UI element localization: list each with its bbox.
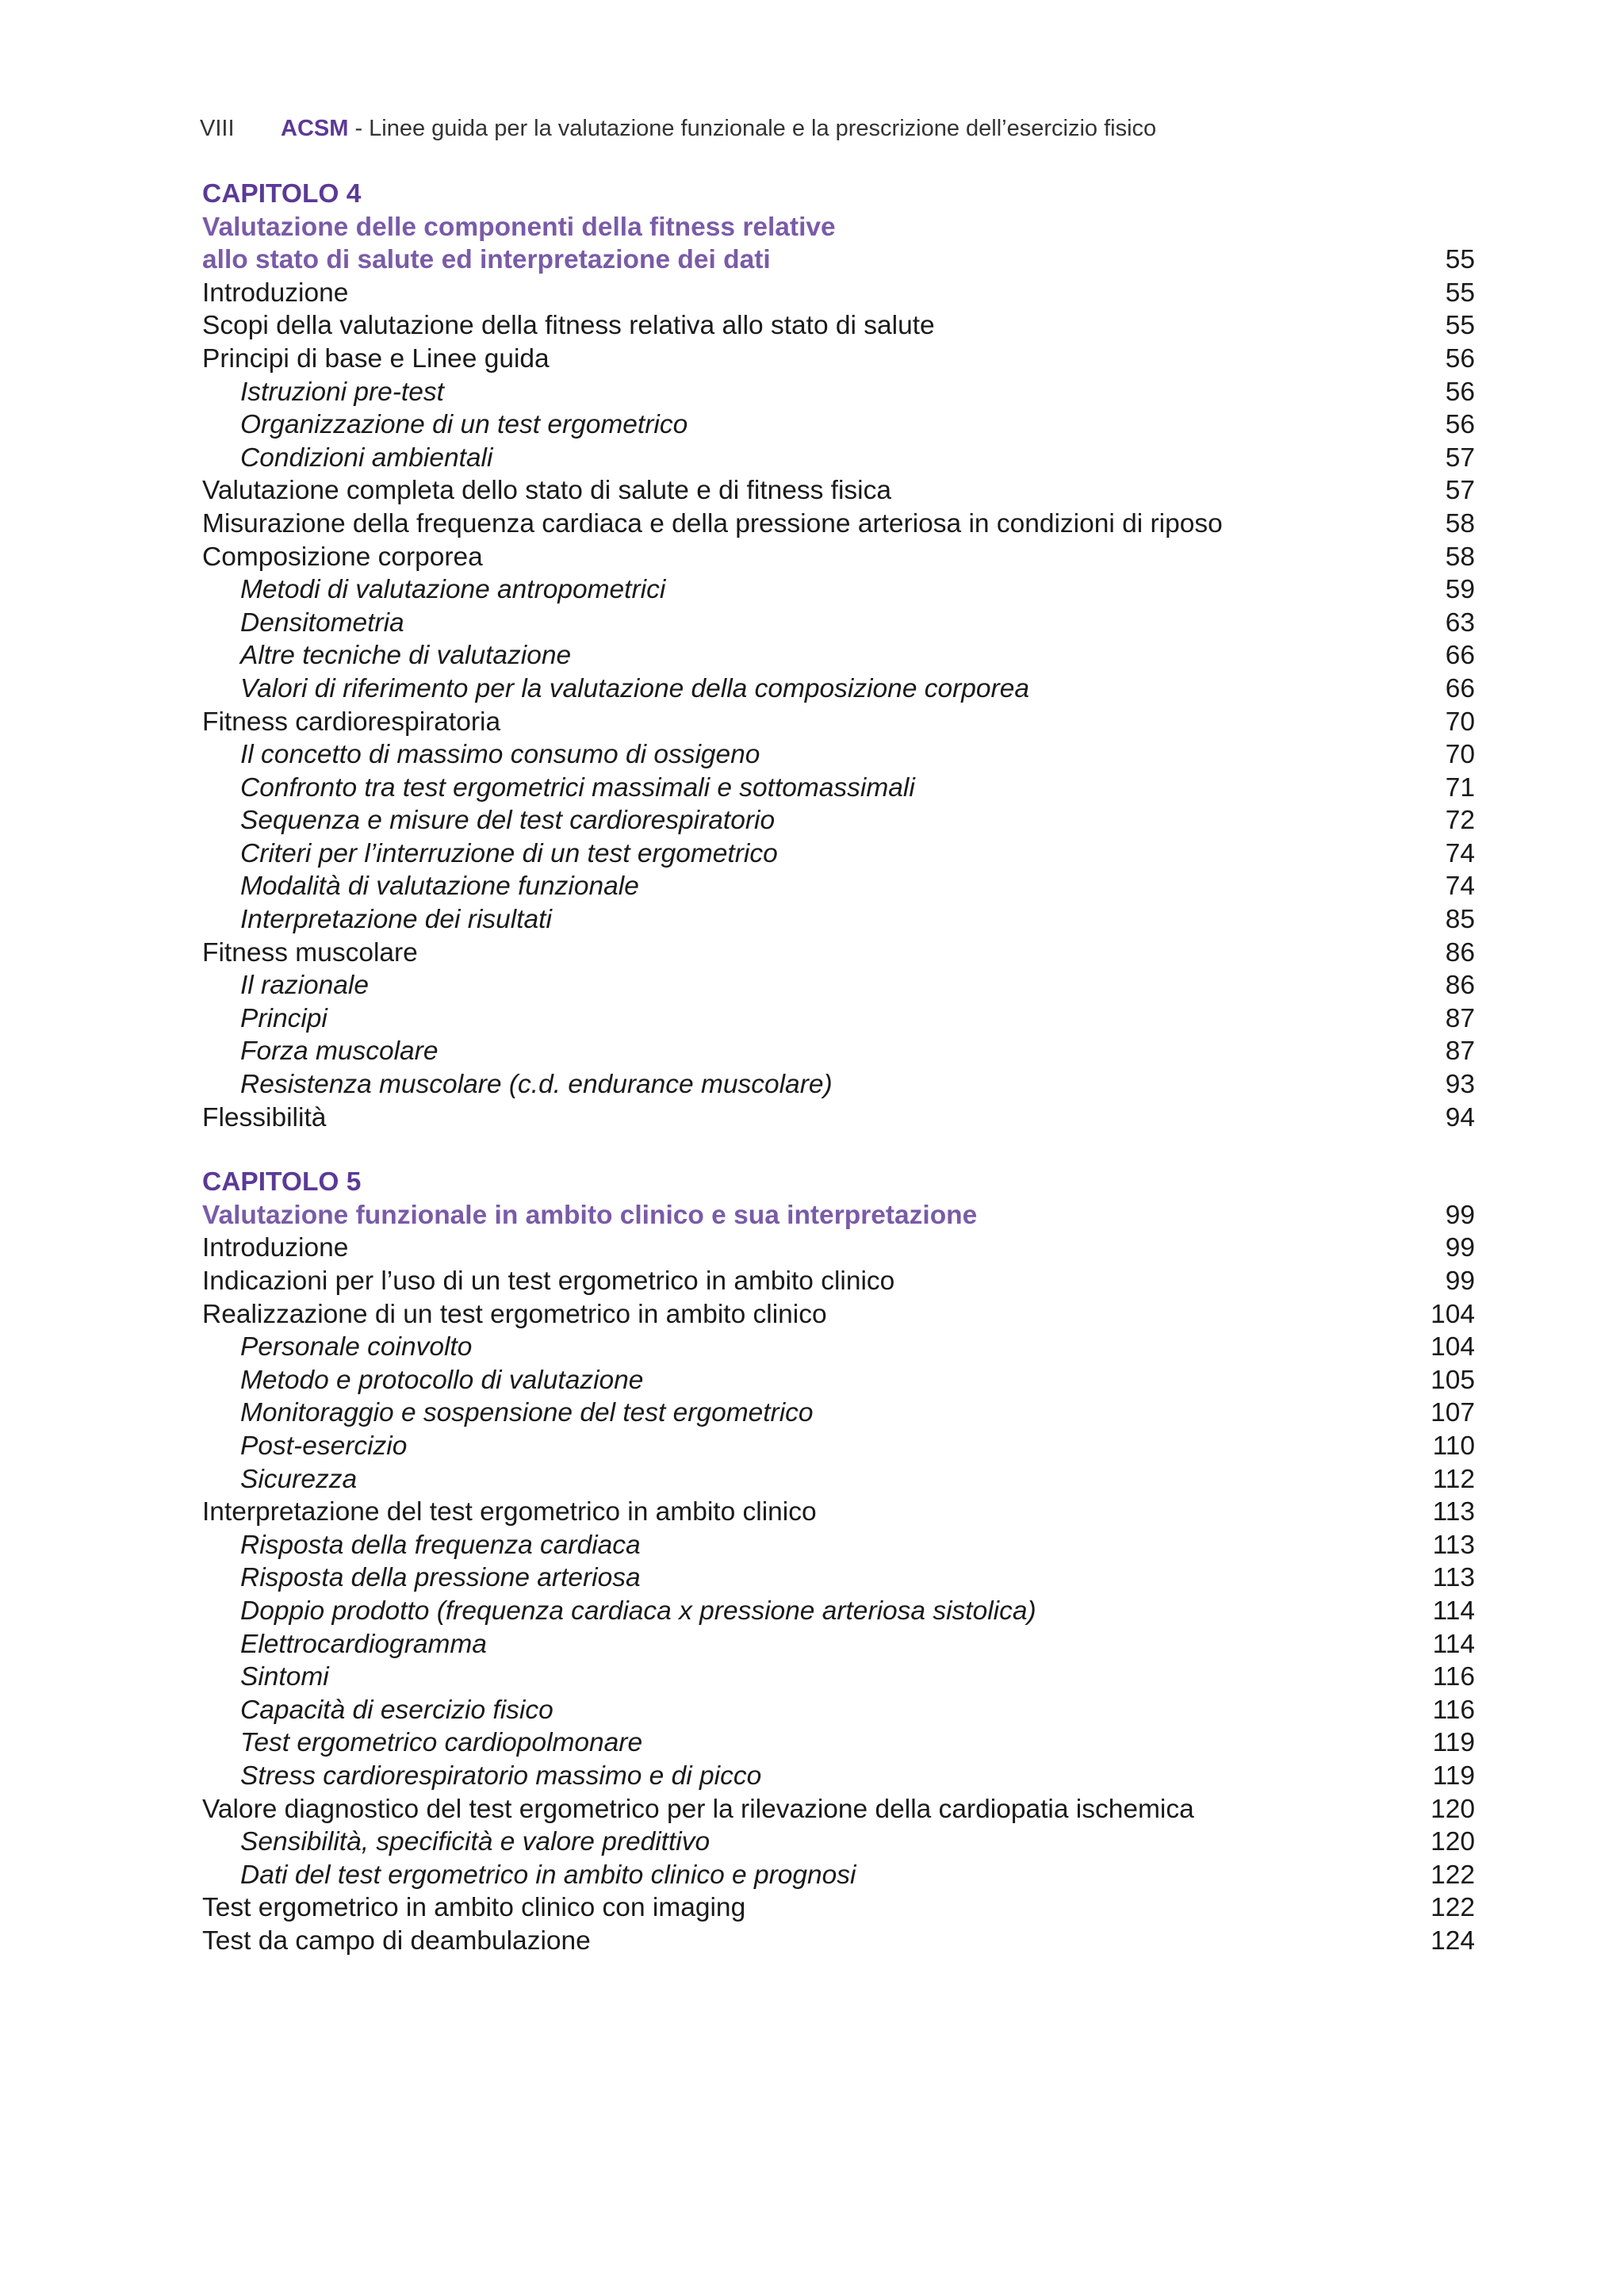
toc-page-number: 107	[1431, 1398, 1475, 1428]
chapter-title	[202, 1199, 1475, 1232]
toc-page-number: 85	[1445, 905, 1475, 935]
toc-entry	[202, 1232, 1475, 1265]
toc-entry-label: Densitometria	[240, 607, 404, 638]
toc-page-number: 114	[1432, 1629, 1475, 1659]
toc-subentry	[202, 1331, 1475, 1364]
header-title: - Linee guida per la valutazione funzionale e la prescrizione dell’esercizio fisico	[348, 116, 1157, 141]
toc-entry-label: Principi	[240, 1003, 327, 1033]
toc-entry-label: Doppio prodotto (frequenza cardiaca x pressione arteriosa sistolica)	[240, 1596, 1036, 1626]
toc-entry-label: Organizzazione di un test ergometrico	[240, 410, 688, 440]
toc-entry-label: Fitness muscolare	[202, 937, 418, 967]
toc-entry-label: Valutazione completa dello stato di salute e di fitness fisica	[202, 476, 892, 506]
toc-page-number: 113	[1432, 1563, 1475, 1593]
toc-entry-label: Flessibilità	[202, 1102, 327, 1132]
toc-subentry	[202, 1826, 1475, 1859]
toc-entry-label: Valore diagnostico del test ergometrico per la rilevazione della cardiopatia ischemica	[202, 1794, 1194, 1824]
toc-entry-label: Interpretazione del test ergometrico in ambito clinico	[202, 1497, 817, 1527]
toc-page-number: 87	[1445, 1003, 1475, 1033]
toc-entry	[202, 277, 1475, 310]
toc-entry	[202, 1793, 1475, 1826]
toc-entry-label: Test ergometrico in ambito clinico con imaging	[202, 1893, 746, 1923]
toc-page-number: 99	[1445, 1266, 1475, 1296]
chapter-title	[202, 243, 1475, 277]
toc-page-number: 56	[1445, 377, 1475, 407]
toc-entry-label: Valutazione delle componenti della fitness relative	[202, 212, 836, 242]
toc-subentry	[202, 607, 1475, 640]
running-header	[200, 116, 1156, 142]
toc-page-number: 86	[1445, 971, 1475, 1001]
toc-entry	[202, 343, 1475, 376]
toc-entry-label: Principi di base e Linee guida	[202, 343, 550, 374]
toc-subentry	[202, 837, 1475, 871]
toc-entry-label: Fitness cardiorespiratoria	[202, 707, 501, 737]
toc-subentry	[202, 1859, 1475, 1892]
toc-page-number: 114	[1432, 1596, 1475, 1626]
toc-entry-label: Indicazioni per l’uso di un test ergometrico in ambito clinico	[202, 1266, 895, 1296]
toc-subentry	[202, 1661, 1475, 1694]
toc-entry-label: Interpretazione dei risultati	[240, 905, 552, 935]
toc-entry-label: Altre tecniche di valutazione	[240, 641, 572, 671]
toc-page-number: 55	[1445, 278, 1475, 308]
toc-page-number: 63	[1445, 607, 1475, 638]
toc-subentry	[202, 1068, 1475, 1102]
toc-page-number: 99	[1445, 1200, 1475, 1230]
toc-page-number: 70	[1445, 740, 1475, 770]
toc-page-number: 74	[1445, 838, 1475, 868]
toc-entry-label: Il razionale	[240, 971, 370, 1001]
toc-subentry	[202, 442, 1475, 475]
toc-subentry	[202, 1529, 1475, 1562]
toc-page-number: 112	[1432, 1464, 1475, 1494]
toc-entry	[202, 1925, 1475, 1958]
toc-entry-label: Sicurezza	[240, 1464, 358, 1494]
toc-entry	[202, 1102, 1475, 1135]
toc-page-number: 55	[1445, 311, 1475, 341]
toc-entry-label: Risposta della pressione arteriosa	[240, 1563, 641, 1593]
toc-page-number: 122	[1431, 1893, 1475, 1923]
toc-page-number: 116	[1432, 1695, 1475, 1725]
toc-entry-label: Test da campo di deambulazione	[202, 1925, 591, 1956]
toc-entry-label: Monitoraggio e sospensione del test ergometrico	[240, 1398, 814, 1428]
toc-subentry	[202, 1628, 1475, 1661]
toc-entry-label: Risposta della frequenza cardiaca	[240, 1530, 641, 1560]
toc-entry-label: Sensibilità, specificità e valore predittivo	[240, 1827, 710, 1857]
toc-subentry	[202, 903, 1475, 937]
toc-page-number: 86	[1445, 937, 1475, 967]
toc-page-number: 94	[1445, 1102, 1475, 1132]
toc-subentry	[202, 376, 1475, 409]
toc-page-number: 93	[1445, 1070, 1475, 1100]
toc-entry-label: Post-esercizio	[240, 1431, 408, 1461]
toc-subentry	[202, 1561, 1475, 1595]
toc-entry-label: allo stato di salute ed interpretazione dei dati	[202, 245, 771, 275]
toc-page-number: 104	[1431, 1299, 1475, 1329]
toc-subentry	[202, 870, 1475, 903]
page-folio: VIII	[200, 116, 235, 141]
toc-entry-label: Valori di riferimento per la valutazione della composizione corporea	[240, 673, 1029, 703]
toc-page-number: 113	[1432, 1497, 1475, 1527]
header-brand: ACSM	[281, 116, 349, 141]
toc-page-number: 119	[1432, 1728, 1475, 1758]
toc-entry-label: Confronto tra test ergometrici massimali e sottomassimali	[240, 772, 915, 803]
toc-subentry	[202, 1726, 1475, 1760]
toc-page-number: 57	[1445, 476, 1475, 506]
toc-page-number: 58	[1445, 542, 1475, 572]
chapter-label	[202, 178, 1475, 211]
toc-page-number: 58	[1445, 508, 1475, 538]
toc-entry-label: Misurazione della frequenza cardiaca e della pressione arteriosa in condizioni di riposo	[202, 508, 1223, 538]
toc-subentry	[202, 1035, 1475, 1068]
chapter-section	[202, 178, 1475, 1134]
toc-entry	[202, 309, 1475, 343]
toc-page-number: 56	[1445, 343, 1475, 374]
toc-page-number: 104	[1431, 1332, 1475, 1362]
toc-page-number: 72	[1445, 806, 1475, 836]
toc-entry-label: Sequenza e misure del test cardiorespiratorio	[240, 806, 776, 836]
toc-entry-label: Condizioni ambientali	[240, 443, 493, 473]
toc-entry	[202, 937, 1475, 970]
toc-entry	[202, 474, 1475, 508]
toc-entry-label: Introduzione	[202, 278, 349, 308]
chapter-label	[202, 1166, 1475, 1199]
toc-entry-label: Introduzione	[202, 1233, 349, 1263]
toc-page-number: 113	[1432, 1530, 1475, 1560]
toc-page-number: 57	[1445, 443, 1475, 473]
toc-entry-label: Il concetto di massimo consumo di ossigeno	[240, 740, 760, 770]
toc-page-number: 74	[1445, 872, 1475, 902]
toc-entry	[202, 1298, 1475, 1331]
toc-entry-label: Criteri per l’interruzione di un test ergometrico	[240, 838, 778, 868]
toc-entry-label: CAPITOLO 4	[202, 179, 362, 209]
chapter-section	[202, 1166, 1475, 1957]
toc-entry-label: Elettrocardiogramma	[240, 1629, 487, 1659]
toc-entry-label: Forza muscolare	[240, 1036, 439, 1067]
toc-page-number: 66	[1445, 673, 1475, 703]
toc-entry-label: Realizzazione di un test ergometrico in ambito clinico	[202, 1299, 827, 1329]
table-of-contents	[202, 178, 1475, 1957]
toc-page-number: 120	[1431, 1827, 1475, 1857]
toc-entry	[202, 1891, 1475, 1925]
toc-page-number: 55	[1445, 245, 1475, 275]
toc-page-number: 124	[1431, 1925, 1475, 1956]
toc-page-number: 70	[1445, 707, 1475, 737]
toc-subentry	[202, 804, 1475, 837]
toc-page-number: 120	[1431, 1794, 1475, 1824]
toc-subentry	[202, 772, 1475, 805]
toc-entry	[202, 541, 1475, 574]
toc-subentry	[202, 1463, 1475, 1496]
toc-subentry	[202, 738, 1475, 772]
toc-subentry	[202, 1760, 1475, 1793]
toc-entry	[202, 1496, 1475, 1529]
toc-subentry	[202, 1595, 1475, 1628]
toc-subentry	[202, 1364, 1475, 1397]
toc-entry-label: Metodo e protocollo di valutazione	[240, 1365, 644, 1395]
toc-subentry	[202, 1430, 1475, 1463]
toc-subentry	[202, 408, 1475, 442]
toc-subentry	[202, 1397, 1475, 1430]
toc-entry-label: Test ergometrico cardiopolmonare	[240, 1728, 643, 1758]
toc-subentry	[202, 1002, 1475, 1036]
toc-entry	[202, 1265, 1475, 1298]
toc-page-number: 122	[1431, 1860, 1475, 1890]
toc-subentry	[202, 969, 1475, 1002]
toc-entry-label: Sintomi	[240, 1662, 329, 1692]
toc-entry-label: Resistenza muscolare (c.d. endurance muscolare)	[240, 1070, 833, 1100]
toc-subentry	[202, 672, 1475, 706]
toc-subentry	[202, 573, 1475, 607]
toc-page-number: 71	[1445, 772, 1475, 803]
toc-entry-label: Modalità di valutazione funzionale	[240, 872, 639, 902]
toc-entry	[202, 508, 1475, 541]
toc-page-number: 119	[1432, 1761, 1475, 1791]
toc-page-number: 87	[1445, 1036, 1475, 1067]
toc-page-number: 116	[1432, 1662, 1475, 1692]
toc-entry-label: Valutazione funzionale in ambito clinico e sua interpretazione	[202, 1200, 978, 1230]
toc-entry-label: Dati del test ergometrico in ambito clinico e prognosi	[240, 1860, 856, 1890]
toc-entry-label: CAPITOLO 5	[202, 1167, 362, 1197]
toc-page-number: 66	[1445, 641, 1475, 671]
toc-subentry	[202, 1694, 1475, 1727]
toc-entry	[202, 706, 1475, 739]
toc-page-number: 110	[1432, 1431, 1475, 1461]
toc-page-number: 99	[1445, 1233, 1475, 1263]
toc-entry-label: Istruzioni pre-test	[240, 377, 444, 407]
chapter-title	[202, 211, 1475, 244]
toc-page-number: 59	[1445, 575, 1475, 605]
toc-page-number: 56	[1445, 410, 1475, 440]
toc-entry-label: Composizione corporea	[202, 542, 483, 572]
toc-entry-label: Personale coinvolto	[240, 1332, 473, 1362]
toc-page-number: 105	[1431, 1365, 1475, 1395]
toc-entry-label: Capacità di esercizio fisico	[240, 1695, 553, 1725]
toc-subentry	[202, 639, 1475, 672]
toc-entry-label: Scopi della valutazione della fitness relativa allo stato di salute	[202, 311, 935, 341]
toc-entry-label: Stress cardiorespiratorio massimo e di picco	[240, 1761, 762, 1791]
toc-entry-label: Metodi di valutazione antropometrici	[240, 575, 666, 605]
